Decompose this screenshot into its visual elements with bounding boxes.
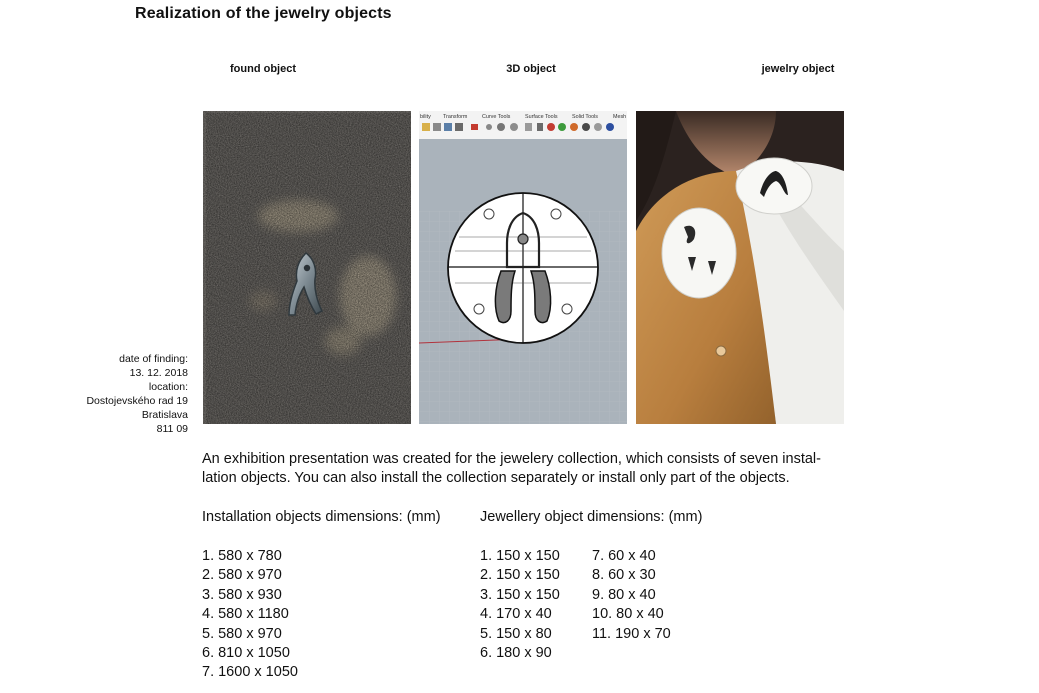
list-item: 8. 60 x 30 [592, 567, 656, 584]
jewelry-round-piece-large [662, 208, 736, 298]
list-item: 11. 190 x 70 [592, 625, 671, 642]
list-item: 10. 80 x 40 [592, 606, 664, 623]
installation-dimensions-list [202, 547, 298, 683]
3d-object-label: 3D object [506, 63, 556, 75]
finding-street: Dostojevského rad 19 [86, 395, 188, 407]
cad-3d-object-view [419, 111, 627, 424]
list-item: 4. 170 x 40 [480, 606, 552, 623]
list-item: 6. 810 x 1050 [202, 645, 290, 662]
jewelry-round-piece-small [736, 158, 812, 214]
list-item: 5. 150 x 80 [480, 625, 552, 642]
cad-model-disc [448, 193, 598, 343]
jewellery-dimensions-list-b [592, 547, 671, 644]
list-item: 5. 580 x 970 [202, 625, 282, 642]
finding-city: Bratislava [141, 409, 188, 421]
jewelry-object-photo [636, 111, 844, 424]
list-item: 4. 580 x 1180 [202, 606, 289, 623]
list-item: 6. 180 x 90 [480, 645, 552, 662]
cad-tab[interactable]: Transform [443, 114, 468, 120]
list-item: 3. 150 x 150 [480, 586, 560, 603]
list-item: 2. 150 x 150 [480, 567, 560, 584]
finding-zip: 811 09 [156, 423, 188, 435]
cad-tab[interactable]: Solid Tools [572, 114, 598, 120]
list-item: 1. 580 x 780 [202, 548, 282, 564]
finding-date-label: date of finding: [119, 353, 188, 365]
jewellery-dimensions-list-a [480, 547, 560, 663]
exhibition-description [202, 450, 892, 488]
cad-tab[interactable]: Curve Tools [482, 114, 511, 120]
found-object-photo [203, 111, 411, 424]
installation-dimensions-heading: Installation objects dimensions: (mm) [202, 509, 441, 525]
list-item: 9. 80 x 40 [592, 586, 656, 603]
finding-info [60, 352, 188, 436]
cad-tab[interactable]: Mesh [613, 114, 627, 120]
page-title: Realization of the jewelry objects [135, 5, 392, 22]
list-item: 1. 150 x 150 [480, 548, 560, 564]
cad-tab[interactable]: bility [420, 114, 431, 120]
list-item: 7. 60 x 40 [592, 548, 656, 564]
description-line: lation objects. You can also install the collection separately or install only part of the objects. [202, 470, 790, 486]
found-object-label: found object [230, 63, 296, 75]
list-item: 3. 580 x 930 [202, 586, 282, 603]
description-line: An exhibition presentation was created for the jewelery collection, which consists of seven instal- [202, 451, 821, 467]
list-item: 2. 580 x 970 [202, 567, 282, 584]
list-item: 7. 1600 x 1050 [202, 664, 298, 681]
jewelry-object-label: jewelry object [761, 63, 835, 75]
finding-location-label: location: [148, 381, 188, 393]
jewellery-dimensions-heading: Jewellery object dimensions: (mm) [480, 509, 703, 525]
finding-date: 13. 12. 2018 [129, 367, 188, 379]
cad-tab[interactable]: Surface Tools [525, 114, 558, 120]
